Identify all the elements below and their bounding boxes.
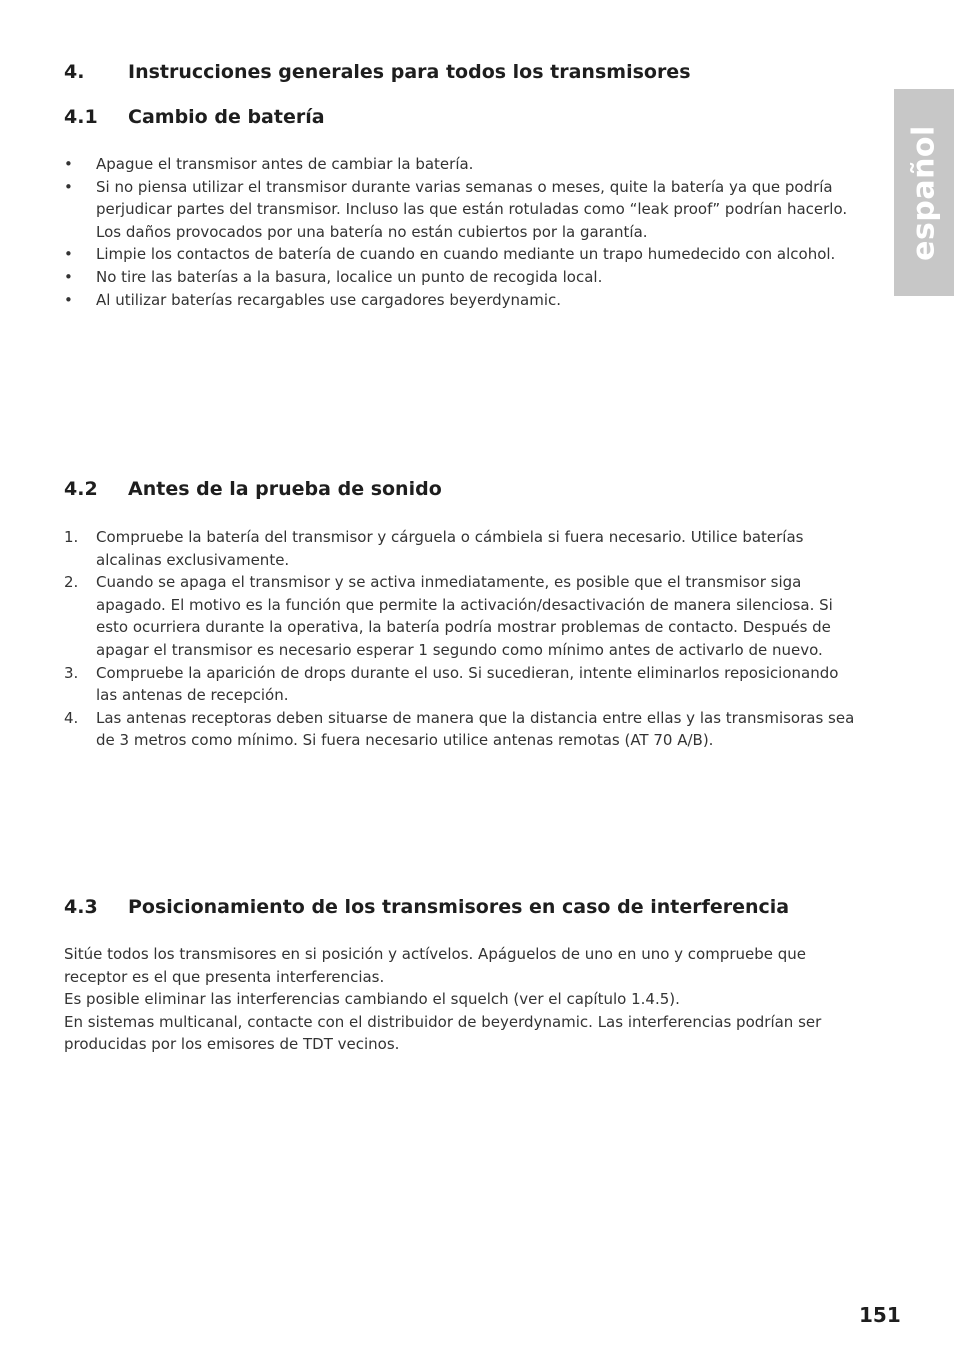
paragraph: Es posible eliminar las interferencias cambiando el squelch (ver el capítulo 1.4.5). bbox=[64, 990, 680, 1009]
list-item bbox=[64, 707, 864, 752]
list-item-text: Al utilizar baterías recargables use cargadores beyerdynamic. bbox=[96, 290, 562, 309]
section-4-3-heading bbox=[64, 896, 789, 918]
section-4-3-number: 4.3 bbox=[64, 896, 98, 918]
bullet-marker: • bbox=[64, 245, 73, 264]
section-4-1-title: Cambio de batería bbox=[128, 106, 325, 128]
bullet-marker: • bbox=[64, 267, 73, 286]
list-item-text: Si no piensa utilizar el transmisor durante varias semanas o meses, quite la batería ya que podría perjudicar partes del transmisor. Incluso las que están rotuladas como “leak proof” podrían hacerlo. Los daños provocados por una batería no están cubiertos por la garantía. bbox=[96, 177, 848, 241]
page-number: 151 bbox=[859, 1303, 901, 1327]
list-item bbox=[64, 571, 864, 661]
paragraph: En sistemas multicanal, contacte con el distribuidor de beyerdynamic. Las interferencias podrían ser producidas por los emisores de TDT vecinos. bbox=[64, 1012, 822, 1054]
section-4-1-number: 4.1 bbox=[64, 106, 98, 128]
step-number: 2. bbox=[64, 573, 79, 592]
section-4-2-number: 4.2 bbox=[64, 478, 98, 500]
section-4-heading bbox=[64, 61, 691, 83]
list-item bbox=[64, 662, 864, 707]
list-item-text: Limpie los contactos de batería de cuando en cuando mediante un trapo humedecido con alcohol. bbox=[96, 245, 836, 264]
section-4-number: 4. bbox=[64, 61, 85, 83]
bullet-marker: • bbox=[64, 177, 73, 196]
list-item-text: Compruebe la aparición de drops durante el uso. Si sucedieran, intente eliminarlos reposicionando las antenas de recepción. bbox=[96, 663, 839, 705]
section-4-2-title: Antes de la prueba de sonido bbox=[128, 478, 442, 500]
list-item-text: Cuando se apaga el transmisor y se activa inmediatamente, es posible que el transmisor siga apagado. El motivo es la función que permite la activación/desactivación de manera silenciosa. Si esto ocurriera durante la operativa, la batería podría mostrar problemas de contacto. Después de apagar el transmisor es necesario esperar 1 segundo como mínimo antes de activarlo de nuevo. bbox=[96, 573, 833, 659]
list-item bbox=[64, 176, 864, 244]
list-item-text: Las antenas receptoras deben situarse de manera que la distancia entre ellas y las transmisoras sea de 3 metros como mínimo. Si fuera necesario utilice antenas remotas (AT 70 A/B). bbox=[96, 708, 855, 750]
list-item bbox=[64, 243, 864, 266]
language-tab bbox=[894, 89, 954, 296]
list-item bbox=[64, 266, 864, 289]
bullet-marker: • bbox=[64, 290, 73, 309]
bullet-marker: • bbox=[64, 155, 73, 173]
battery-bullet-list bbox=[64, 153, 864, 311]
list-item-text: Apague el transmisor antes de cambiar la batería. bbox=[96, 155, 474, 173]
list-item bbox=[64, 153, 864, 176]
paragraph: Sitúe todos los transmisores en si posición y actívelos. Apáguelos de uno en uno y compruebe que receptor es el que presenta interferencias. bbox=[64, 945, 807, 986]
section-4-2-heading bbox=[64, 478, 442, 500]
step-number: 3. bbox=[64, 663, 79, 682]
list-item-text: Compruebe la batería del transmisor y cárguela o cámbiela si fuera necesario. Utilice baterías alcalinas exclusivamente. bbox=[96, 528, 804, 569]
section-4-title: Instrucciones generales para todos los transmisores bbox=[128, 61, 691, 83]
language-tab-label: español bbox=[906, 124, 942, 261]
interference-text bbox=[64, 943, 854, 1056]
section-4-3-title: Posicionamiento de los transmisores en caso de interferencia bbox=[128, 896, 790, 918]
list-item-text: No tire las baterías a la basura, localice un punto de recogida local. bbox=[96, 267, 603, 286]
step-number: 1. bbox=[64, 528, 79, 546]
list-item bbox=[64, 289, 864, 312]
list-item bbox=[64, 526, 864, 571]
sound-check-steps bbox=[64, 526, 864, 752]
step-number: 4. bbox=[64, 708, 79, 727]
section-4-1-heading bbox=[64, 106, 325, 128]
